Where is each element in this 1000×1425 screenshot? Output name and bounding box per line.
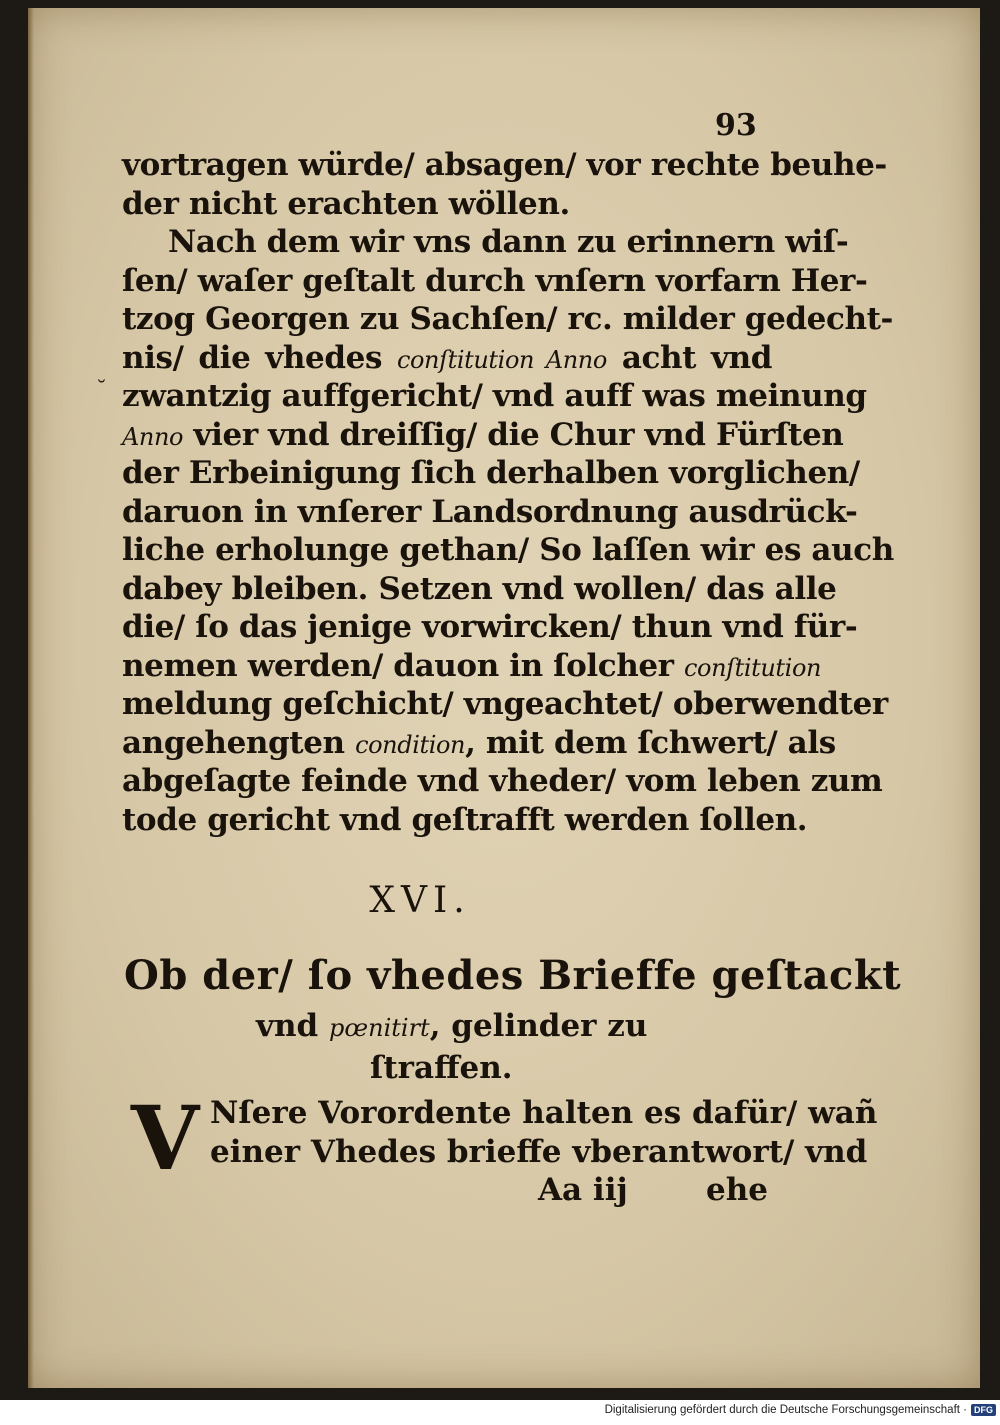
section-heading-line-1: Ob der/ ſo vhedes Brieffe geſtackt [124,952,902,999]
body-line: nemen werden/ dauon in ſolcher conſtitution [122,647,822,684]
body-line: nis/ die vhedes conſtitution Anno acht vnd [122,339,772,376]
body-line: ſen/ waſer geſtalt durch vnſern vorfarn Her- [122,262,868,299]
page-number: 93 [715,108,757,143]
body-line: daruon in vnſerer Landsordnung ausdrück- [122,493,858,530]
body-line: abgeſagte feinde vnd vheder/ vom leben zum [122,763,883,799]
body-line: Nach dem wir vns dann zu erinnern wiſ- [168,224,849,260]
body-line: tzog Georgen zu Sachſen/ rc. milder gedecht- [122,301,894,337]
page-gutter-shadow [28,8,34,1388]
footer-text: Digitalisierung gefördert durch die Deutsche Forschungsgemeinschaft · [604,1404,967,1416]
signature-mark: Aa iij [538,1172,628,1208]
body-line: liche erholunge gethan/ So laſſen wir es auch [122,532,894,568]
dfg-logo-icon: DFG [971,1404,996,1416]
digitization-footer [605,1404,996,1416]
margin-mark: ˘ [96,378,107,403]
drop-cap-line-1: Nſere Vorordente halten es dafür/ wañ [210,1095,878,1131]
section-heading-line-2: vnd pœnitirt, gelinder zu [256,1008,648,1044]
body-line: die/ ſo das jenige vorwircken/ thun vnd für- [122,609,858,645]
body-line: vortragen würde/ absagen/ vor rechte beuhe- [122,147,887,183]
drop-cap-line-2: einer Vhedes brieffe vberantwort/ vnd [210,1134,868,1170]
body-line: zwantzig auffgericht/ vnd auff was meinung [122,378,867,414]
section-heading-line-3: ſtraffen. [370,1050,513,1086]
body-line: Anno vier vnd dreiſſig/ die Chur vnd Fürſten [122,416,844,453]
body-line: tode gericht vnd geſtrafft werden ſollen. [122,801,808,838]
drop-cap-initial: V [130,1086,200,1190]
body-text [122,146,894,839]
body-line: dabey bleiben. Setzen vnd wollen/ das alle [122,570,837,607]
catchword: ehe [706,1172,768,1208]
body-line: der Erbeinigung ſich derhalben vorglichen/ [122,455,860,491]
body-line: angehengten condition, mit dem ſchwert/ als [122,724,836,761]
section-number: XVI. [369,880,471,921]
body-line: meldung geſchicht/ vngeachtet/ oberwendter [122,686,888,722]
body-line: der nicht erachten wöllen. [122,185,570,222]
